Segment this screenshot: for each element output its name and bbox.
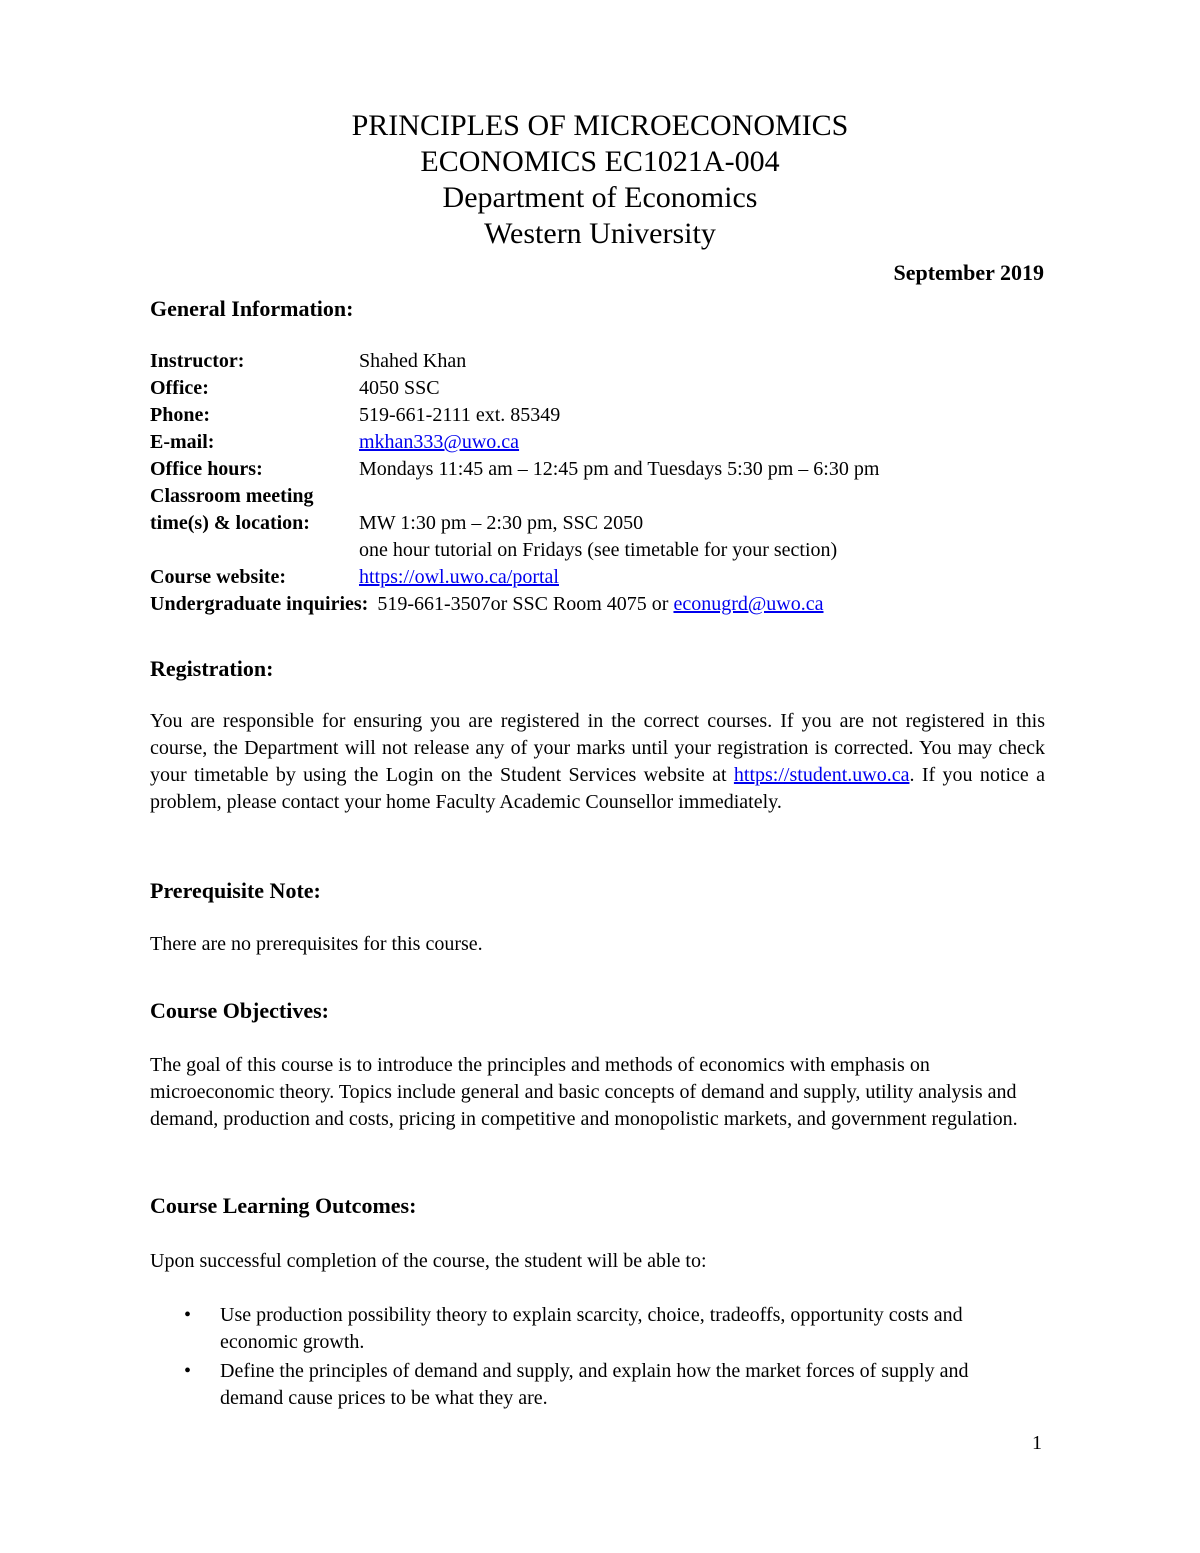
office-value: 4050 SSC <box>359 377 440 399</box>
meeting-value-line2: one hour tutorial on Fridays (see timetable for your section) <box>359 539 838 561</box>
learning-outcomes-intro: Upon successful completion of the course, the student will be able to: <box>150 1250 707 1272</box>
course-objectives-heading: Course Objectives: <box>150 998 330 1023</box>
phone-label: Phone: <box>150 404 210 426</box>
website-label: Course website: <box>150 566 287 588</box>
info-row-email <box>150 429 1050 456</box>
info-row-instructor <box>150 348 1050 375</box>
prerequisite-text: There are no prerequisites for this course. <box>150 933 483 955</box>
outcome-text: Use production possibility theory to explain scarcity, choice, tradeoffs, opportunity costs and economic growth. <box>220 1304 963 1353</box>
info-row-meeting-3 <box>150 537 1050 564</box>
course-title-block <box>0 108 1200 252</box>
registration-paragraph <box>150 708 1045 816</box>
page-number: 1 <box>1032 1432 1042 1454</box>
info-row-inquiries <box>150 591 1050 618</box>
instructor-value: Shahed Khan <box>359 350 467 372</box>
student-services-link[interactable]: https://student.uwo.ca <box>733 764 910 786</box>
learning-outcomes-list <box>150 1302 1050 1414</box>
inquiries-text: 519-661-3507or SSC Room 4075 or <box>377 593 669 615</box>
office-label: Office: <box>150 377 209 399</box>
phone-value: 519-661-2111 ext. 85349 <box>359 404 561 426</box>
info-row-phone <box>150 402 1050 429</box>
course-website-link[interactable]: https://owl.uwo.ca/portal <box>359 566 559 588</box>
bullet-icon: • <box>184 1304 192 1326</box>
email-label: E-mail: <box>150 431 215 453</box>
instructor-email-link[interactable]: mkhan333@uwo.ca <box>359 431 520 453</box>
instructor-label: Instructor: <box>150 350 245 372</box>
general-information-table <box>150 348 1050 618</box>
inquiries-label: Undergraduate inquiries: <box>150 593 369 615</box>
info-row-website <box>150 564 1050 591</box>
learning-outcomes-heading: Course Learning Outcomes: <box>150 1193 417 1218</box>
registration-text: You are responsible for ensuring you are registered in the correct courses. If you are not registered in this course, the Department will not release any of your marks until your registration is corrected. You may check your timetable by using the Login on the Student Services website at <box>150 710 1045 786</box>
course-objectives-text: The goal of this course is to introduce the principles and methods of economics with emphasis on microeconomic theory. Topics include general and basic concepts of demand and supply, utility analysis and demand, production and costs, pricing in competitive and monopolistic markets, and government regulation. <box>150 1054 1018 1130</box>
info-row-meeting-2 <box>150 510 1050 537</box>
general-information-heading: General Information: <box>150 296 354 321</box>
course-code: ECONOMICS EC1021A-004 <box>420 145 780 178</box>
department-name: Department of Economics <box>442 181 758 214</box>
syllabus-date: September 2019 <box>893 260 1044 285</box>
university-name: Western University <box>484 217 716 250</box>
registration-heading: Registration: <box>150 656 274 681</box>
info-row-meeting-1 <box>150 483 1050 510</box>
list-item <box>150 1302 1020 1356</box>
info-row-office-hours <box>150 456 1050 483</box>
prerequisite-heading: Prerequisite Note: <box>150 878 321 903</box>
undergrad-email-link[interactable]: econugrd@uwo.ca <box>673 593 824 615</box>
meeting-value-line1: MW 1:30 pm – 2:30 pm, SSC 2050 <box>359 512 644 534</box>
meeting-label-line2: time(s) & location: <box>150 512 310 534</box>
meeting-label-line1: Classroom meeting <box>150 485 314 507</box>
outcome-text: Define the principles of demand and supply, and explain how the market forces of supply and demand cause prices to be what they are. <box>220 1360 969 1409</box>
bullet-icon: • <box>184 1360 192 1382</box>
info-row-office <box>150 375 1050 402</box>
registration-text-end: . If you notice a problem, please contact your home Faculty Academic Counsellor immediately. <box>150 764 1045 813</box>
list-item <box>150 1358 1020 1412</box>
office-hours-value: Mondays 11:45 am – 12:45 pm and Tuesdays 5:30 pm – 6:30 pm <box>359 458 880 480</box>
course-title: PRINCIPLES OF MICROECONOMICS <box>351 109 849 142</box>
office-hours-label: Office hours: <box>150 458 263 480</box>
